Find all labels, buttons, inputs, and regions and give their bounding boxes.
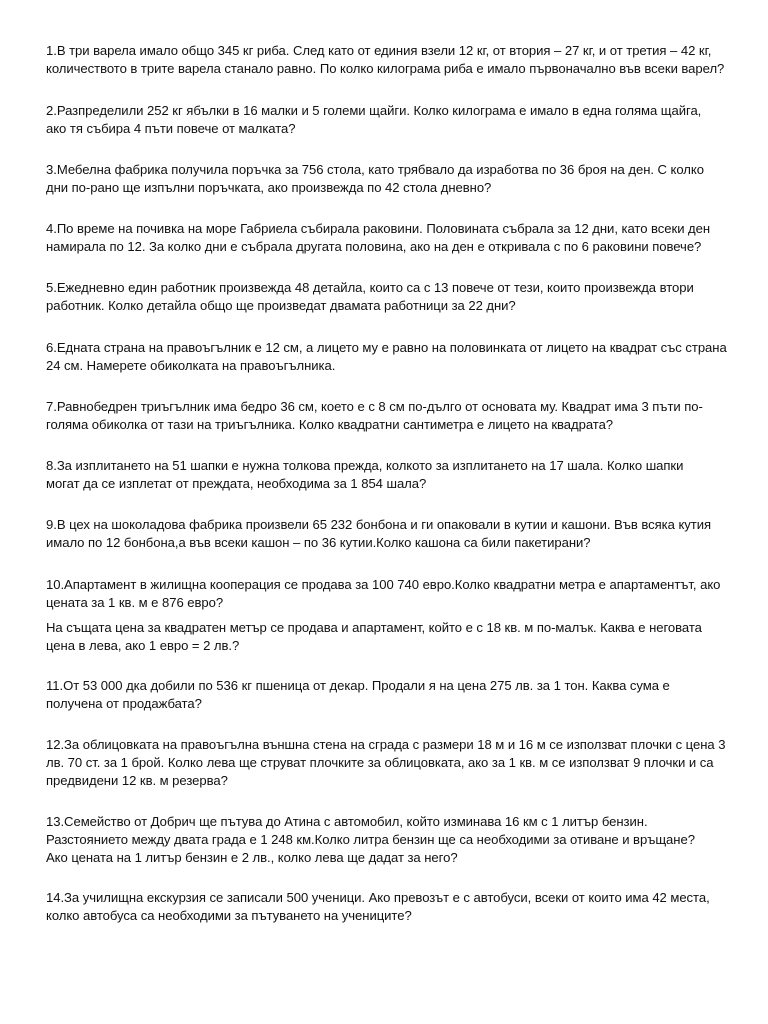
problem-2 [46, 102, 701, 138]
problem-11 [46, 677, 670, 713]
problem-line: могат да се изплетат от преждата, необходима за 1 854 шала? [46, 476, 427, 491]
problem-line: 4.По време на почивка на море Габриела събирала раковини. Половината събрала за 12 дни, като всеки ден [46, 221, 711, 236]
problem-line: 6.Едната страна на правоъгълник е 12 см, а лицето му е равно на половинката от лицето на квадрат със страна [46, 340, 727, 355]
problem-line: намирала по 12. За колко дни е събрала другата половина, ако на ден е откривала с по 6 раковини повече? [46, 239, 702, 254]
problem-line: 9.В цех на шоколадова фабрика произвели 65 232 бонбона и ги опаковали в кутии и кашони. Във всяка кутия [46, 517, 712, 532]
problem-line: 11.От 53 000 дка добили по 536 кг пшеница от декар. Продали я на цена 275 лв. за 1 тон. Каква сума е [46, 678, 670, 693]
problem-5 [46, 279, 694, 315]
problem-13 [46, 813, 695, 867]
problem-7 [46, 398, 703, 434]
problem-10 [46, 576, 720, 612]
problem-line: получена от продажбата? [46, 696, 202, 711]
problem-1 [46, 42, 724, 78]
problem-14 [46, 889, 710, 925]
problem-9 [46, 516, 711, 552]
problem-line: лв. 70 ст. за 1 брой. Колко лева ще струват плочките за облицовката, ако за 1 кв. м се използват 9 плочки и са [46, 755, 714, 770]
problem-line: имало по 12 бонбона,а във всеки кашон – по 36 кутии.Колко кашона са били пакетирани? [46, 535, 591, 550]
problem-line: 8.За изплитането на 51 шапки е нужна толкова прежда, колкото за изплитането на 17 шала. Колко шапки [46, 458, 684, 473]
problem-line: 10.Апартамент в жилищна кооперация се продава за 100 740 евро.Колко квадратни метра е апартаментът, ако [46, 577, 721, 592]
problem-12 [46, 736, 725, 790]
problem-line: количеството в трите варела станало равно. По колко килограма риба е имало първоначално във всеки варел? [46, 61, 725, 76]
problem-line: 24 см. Намерете обиколката на правоъгълника. [46, 358, 336, 373]
problem-3 [46, 161, 704, 197]
problem-line: 2.Разпределили 252 кг ябълки в 16 малки и 5 големи щайги. Колко килограма е имало в една голяма щайга, [46, 103, 702, 118]
problem-line: 14.За училищна екскурзия се записали 500 ученици. Ако превозът е с автобуси, всеки от които има 42 места, [46, 890, 710, 905]
problem-line: Ако цената на 1 литър бензин е 2 лв., колко лева ще дадат за него? [46, 850, 458, 865]
problem-line: голяма обиколка от тази на триъгълника. Колко квадратни сантиметра е лицето на квадрата? [46, 417, 614, 432]
problem-line: 5.Ежедневно един работник произвежда 48 детайла, които са с 13 повече от тези, които произвежда втори [46, 280, 694, 295]
problem-line: работник. Колко детайла общо ще произведат двамата работници за 22 дни? [46, 298, 516, 313]
problem-line: ако тя събира 4 пъти повече от малката? [46, 121, 296, 136]
problem-line: 3.Мебелна фабрика получила поръчка за 756 стола, като трябвало да изработва по 36 броя на ден. С колко [46, 162, 704, 177]
problem-10-continuation [46, 619, 702, 655]
problem-line: цена в лева, ако 1 евро = 2 лв.? [46, 638, 240, 653]
problem-line: дни по-рано ще изпълни поръчката, ако произвежда по 42 стола дневно? [46, 180, 492, 195]
problem-line: цената за 1 кв. м е 876 евро? [46, 595, 224, 610]
problem-line: 12.За облицовката на правоъгълна външна стена на сграда с размери 18 м и 16 м се използват плочки с цена 3 [46, 737, 726, 752]
problem-6 [46, 339, 727, 375]
problem-line: предвидени 12 кв. м резерва? [46, 773, 228, 788]
problem-8 [46, 457, 683, 493]
problem-line: 1.В три варела имало общо 345 кг риба. След като от единия взели 12 кг, от втория – 27 кг, и от третия – 42 кг, [46, 43, 712, 58]
problem-line: колко автобуса са необходими за пътуването на учениците? [46, 908, 412, 923]
problem-line: Разстоянието между двата града е 1 248 км.Колко литра бензин ще са необходими за отиване и връщане? [46, 832, 695, 847]
problem-4 [46, 220, 710, 256]
problem-line: На същата цена за квадратен метър се продава и апартамент, който е с 18 кв. м по-малък. Каква е неговата [46, 620, 702, 635]
problem-line: 7.Равнобедрен триъгълник има бедро 36 см, което е с 8 см по-дълго от основата му. Квадрат има 3 пъти по- [46, 399, 703, 414]
problem-line: 13.Семейство от Добрич ще пътува до Атина с автомобил, който изминава 16 км с 1 литър бензин. [46, 814, 648, 829]
